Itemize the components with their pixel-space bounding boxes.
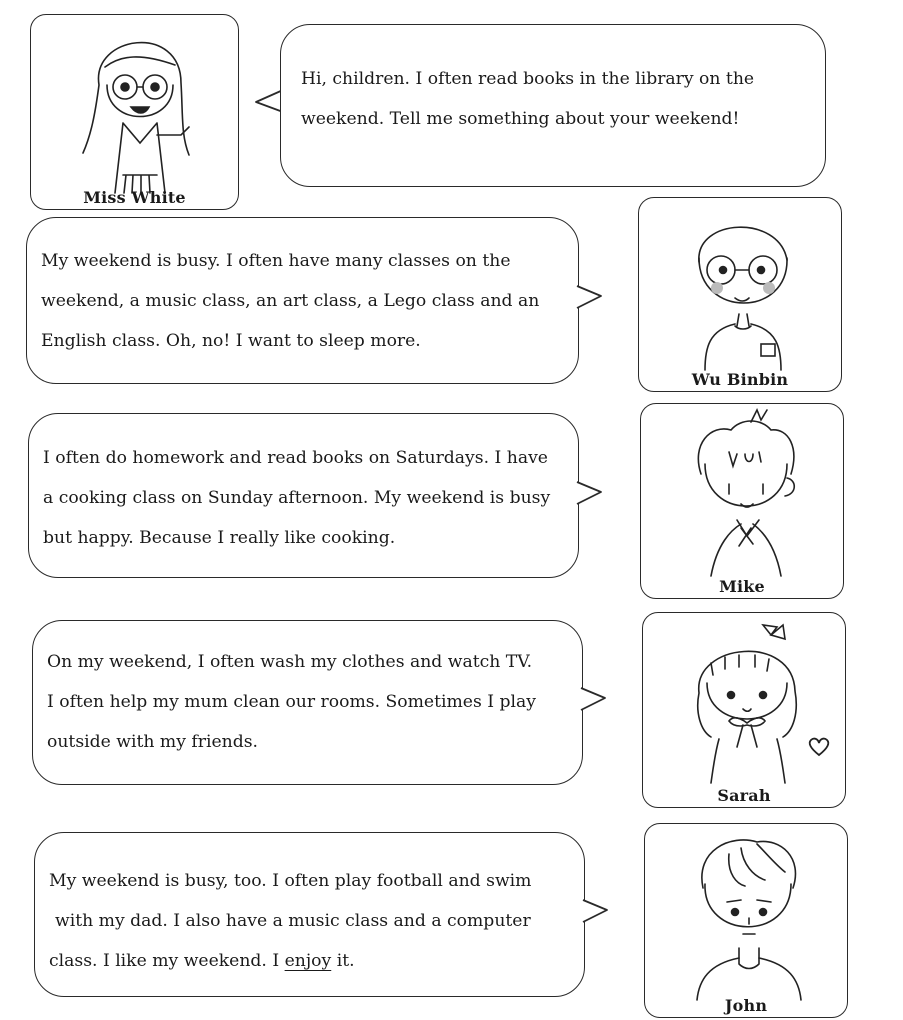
mike-name: Mike [719, 577, 765, 596]
mike-speech-bubble [28, 413, 579, 578]
speech-line: My weekend is busy. I often have many classes on the [41, 251, 511, 271]
underlined-word: enjoy [284, 951, 332, 971]
speech-line: weekend. Tell me something about your weekend! [301, 109, 740, 129]
curly-hair-boy-icon [641, 404, 845, 600]
john-speech-bubble [34, 832, 585, 997]
miss-white-portrait-card [30, 14, 239, 210]
speech-tail [575, 284, 615, 314]
speech-text: it. [331, 951, 355, 971]
sarah-speech-bubble [32, 620, 583, 785]
boy-portrait-icon [645, 824, 849, 1019]
speech-line: English class. Oh, no! I want to sleep more. [41, 331, 421, 351]
speech-line: Hi, children. I often read books in the library on the [301, 69, 755, 89]
heart-icon [808, 737, 830, 757]
girl-with-bow-icon [643, 613, 847, 809]
speech-line: weekend, a music class, an art class, a Lego class and an [41, 291, 540, 311]
miss-white-speech-bubble [280, 24, 826, 187]
wu-binbin-portrait-card [638, 197, 842, 392]
speech-tail [579, 686, 619, 716]
speech-line: outside with my friends. [47, 732, 259, 752]
speech-line: On my weekend, I often wash my clothes and watch TV. [47, 652, 533, 672]
speech-line: but happy. Because I really like cooking. [43, 528, 396, 548]
speech-line: I often help my mum clean our rooms. Sometimes I play [47, 692, 536, 712]
girl-with-glasses-icon [31, 15, 240, 211]
mike-portrait-card [640, 403, 844, 599]
speech-tail [581, 898, 621, 928]
sarah-name: Sarah [717, 786, 771, 805]
speech-line: with my dad. I also have a music class and a computer [55, 911, 531, 931]
wu-binbin-name: Wu Binbin [691, 370, 789, 389]
speech-tail [575, 480, 615, 510]
john-name: John [724, 996, 768, 1015]
speech-line [49, 941, 570, 981]
wu-binbin-speech-bubble [26, 217, 579, 384]
sarah-portrait-card [642, 612, 846, 808]
speech-line: I often do homework and read books on Saturdays. I have [43, 448, 548, 468]
speech-line: a cooking class on Sunday afternoon. My weekend is busy [43, 488, 551, 508]
speech-text: class. I like my weekend. I [49, 951, 285, 971]
boy-with-glasses-icon [639, 198, 843, 393]
miss-white-name: Miss White [83, 188, 186, 207]
john-portrait-card [644, 823, 848, 1018]
speech-line: My weekend is busy, too. I often play football and swim [49, 871, 532, 891]
